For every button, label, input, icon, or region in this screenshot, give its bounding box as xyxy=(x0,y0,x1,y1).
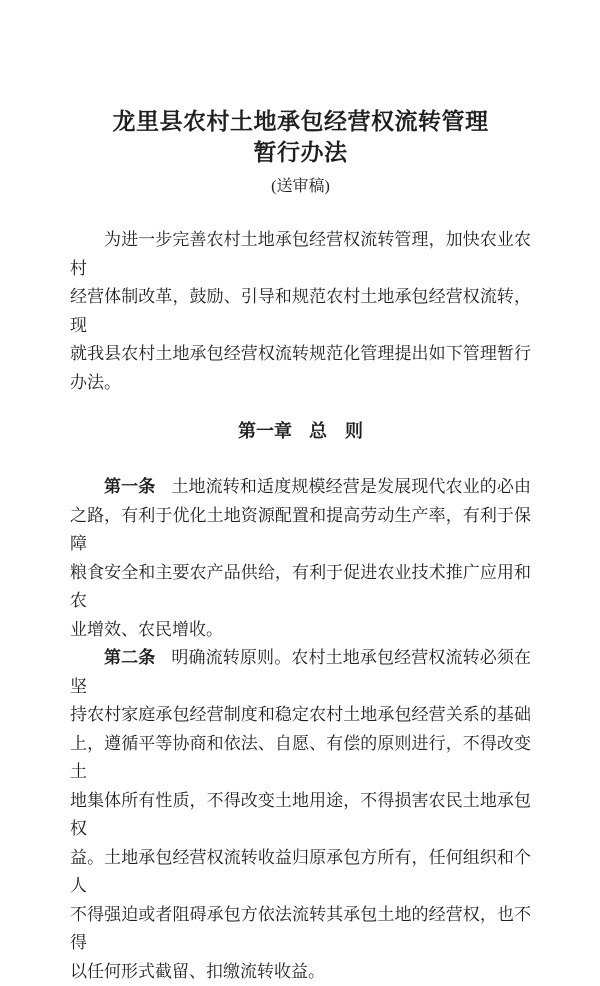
chapter-title: 总 则 xyxy=(309,421,363,441)
intro-paragraph-line: 办法。 xyxy=(70,369,531,398)
document-title-line-2: 暂行办法 xyxy=(70,137,531,168)
document-title xyxy=(70,106,531,168)
intro-paragraph xyxy=(70,226,531,397)
article-paragraph-line: 以任何形式截留、扣缴流转收益。 xyxy=(70,958,531,986)
chapter-heading xyxy=(70,417,531,446)
document-subtitle: (送审稿) xyxy=(70,175,531,199)
article-paragraph-line: 上，遵循平等协商和依法、自愿、有偿的原则进行，不得改变土 xyxy=(70,730,531,787)
intro-paragraph-line: 为进一步完善农村土地承包经营权流转管理，加快农业农村 xyxy=(70,226,531,283)
article-paragraph-line: 业增效、农民增收。 xyxy=(70,616,531,645)
article-paragraph-line xyxy=(70,644,531,701)
intro-paragraph-line: 就我县农村土地承包经营权流转规范化管理提出如下管理暂行 xyxy=(70,340,531,369)
article-paragraph-line: 地集体所有性质，不得改变土地用途，不得损害农民土地承包权 xyxy=(70,787,531,844)
article-paragraph-line: 益。土地承包经营权流转收益归原承包方所有，任何组织和个人 xyxy=(70,844,531,901)
article-paragraph xyxy=(70,644,531,986)
article-paragraph-line: 持农村家庭承包经营制度和稳定农村土地承包经营关系的基础 xyxy=(70,701,531,730)
document-title-line-1: 龙里县农村土地承包经营权流转管理 xyxy=(70,106,531,137)
article-label: 第二条 xyxy=(104,648,155,667)
article-paragraph-line: 粮食安全和主要农产品供给，有利于促进农业技术推广应用和农 xyxy=(70,559,531,616)
article-paragraph xyxy=(70,473,531,644)
article-paragraph-line: 不得强迫或者阻碍承包方依法流转其承包土地的经营权，也不得 xyxy=(70,901,531,958)
articles-section xyxy=(70,473,531,986)
paragraph-text: 明确流转原则。农村土地承包经营权流转必须在坚 xyxy=(70,648,531,696)
document-content xyxy=(70,0,531,986)
article-paragraph-line: 之路，有利于优化土地资源配置和提高劳动生产率，有利于保障 xyxy=(70,502,531,559)
chapter-number: 第一章 xyxy=(238,421,292,441)
intro-paragraph-line: 经营体制改革，鼓励、引导和规范农村土地承包经营权流转，现 xyxy=(70,283,531,340)
article-paragraph-line xyxy=(70,473,531,502)
article-label: 第一条 xyxy=(104,477,155,496)
paragraph-text: 土地流转和适度规模经营是发展现代农业的必由 xyxy=(171,477,531,496)
